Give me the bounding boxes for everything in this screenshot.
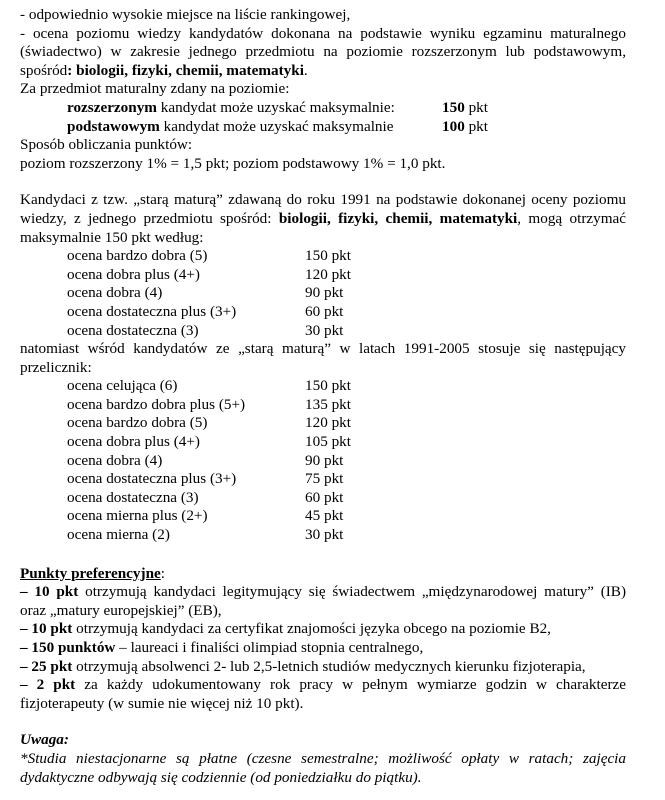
- grade-points: 90 pkt: [305, 451, 344, 469]
- grade-label: ocena bardzo dobra plus (5+): [67, 395, 246, 413]
- grade-label: ocena celująca (6): [67, 377, 178, 395]
- grade-points: 150 pkt: [305, 377, 351, 395]
- grade-label: ocena dobra (4): [67, 284, 163, 302]
- grade-points: 90 pkt: [305, 284, 344, 302]
- grade-label: ocena dostateczna plus (3+): [67, 302, 237, 320]
- grade-points: 30 pkt: [305, 526, 344, 544]
- intro-level-heading: Za przedmiot maturalny zdany na poziomie:: [20, 80, 290, 98]
- calc-text: poziom rozszerzony 1% = 1,5 pkt; poziom podstawowy 1% = 1,0 pkt.: [20, 154, 446, 172]
- grade-points: 60 pkt: [305, 488, 344, 506]
- grade-points: 120 pkt: [305, 265, 351, 283]
- intro-line-ranking: - odpowiednio wysokie miejsce na liście rankingowej,: [20, 6, 351, 23]
- mid-matura-paragraph: natomiast wśród kandydatów ze „starą maturą” w latach 1991-2005 stosuje się następujący przelicznik:: [20, 340, 626, 376]
- preferential-item: – 25 pkt otrzymują absolwenci 2- lub 2,5-letnich studiów medycznych kierunku fizjoterapia,: [20, 657, 586, 675]
- grade-label: ocena dostateczna plus (3+): [67, 470, 237, 488]
- level-table: [67, 99, 626, 136]
- mid-matura-grade-table: [67, 377, 626, 544]
- grade-label: ocena dobra plus (4+): [67, 265, 200, 283]
- old-matura-paragraph: Kandydaci z tzw. „starą maturą” zdawaną do roku 1991 na podstawie dokonanej oceny poziomu wiedzy, z jednego przedmiotu spośród: biologii, fizyki, chemii, matematyki, mogą otrzymać maksymalnie 150 pkt według:: [20, 191, 627, 246]
- document-page: [20, 6, 626, 787]
- level-row-basic: podstawowym kandydat może uzyskać maksymalnie 100 pkt: [67, 117, 488, 135]
- grade-label: ocena dobra (4): [67, 451, 163, 469]
- grade-points: 75 pkt: [305, 470, 344, 488]
- grade-points: 120 pkt: [305, 414, 351, 432]
- note-heading: Uwaga:: [20, 731, 69, 749]
- grade-points: 150 pkt: [305, 247, 351, 265]
- grade-points: 135 pkt: [305, 395, 351, 413]
- grade-points: 105 pkt: [305, 433, 351, 451]
- old-matura-grade-table: [67, 247, 626, 340]
- calc-label: Sposób obliczania punktów:: [20, 136, 193, 154]
- grade-label: ocena mierna (2): [67, 526, 170, 544]
- grade-points: 60 pkt: [305, 302, 344, 320]
- preferential-item: – 150 punktów – laureaci i finaliści olimpiad stopnia centralnego,: [20, 639, 424, 656]
- preferential-item: – 2 pkt za każdy udokumentowany rok pracy w pełnym wymiarze godzin w charakterze fizjoterapeuty (w sumie nie więcej niż 10 pkt).: [20, 676, 627, 712]
- preferential-heading: Punkty preferencyjne:: [20, 564, 165, 582]
- grade-points: 30 pkt: [305, 321, 344, 339]
- grade-label: ocena dostateczna (3): [67, 488, 199, 506]
- grade-label: ocena bardzo dobra (5): [67, 247, 208, 265]
- preferential-item: – 10 pkt otrzymują kandydaci za certyfikat znajomości języka obcego na poziomie B2,: [20, 620, 551, 638]
- grade-label: ocena bardzo dobra (5): [67, 414, 208, 432]
- grade-label: ocena mierna plus (2+): [67, 507, 208, 525]
- level-row-extended: rozszerzonym kandydat może uzyskać maksymalnie: 150 pkt: [67, 98, 488, 116]
- grade-points: 45 pkt: [305, 507, 344, 525]
- intro-paragraph-exam: - ocena poziomu wiedzy kandydatów dokonana na podstawie wyniku egzaminu maturalnego (świadectwo) w zakresie jednego przedmiotu na poziomie rozszerzonym lub podstawowym, spośród: biologii, fizyki, chemii, matematyki.: [20, 24, 626, 79]
- grade-label: ocena dobra plus (4+): [67, 433, 200, 451]
- note-text: *Studia niestacjonarne są płatne (czesne semestralne; możliwość opłaty w ratach; zajęcia dydaktyczne odbywają się codziennie (od poniedziałku do piątku).: [20, 749, 626, 786]
- grade-label: ocena dostateczna (3): [67, 321, 199, 339]
- preferential-item: – 10 pkt otrzymują kandydaci legitymujący się świadectwem „międzynarodowej matury” (IB) oraz „matury europejskiej” (EB),: [20, 583, 626, 619]
